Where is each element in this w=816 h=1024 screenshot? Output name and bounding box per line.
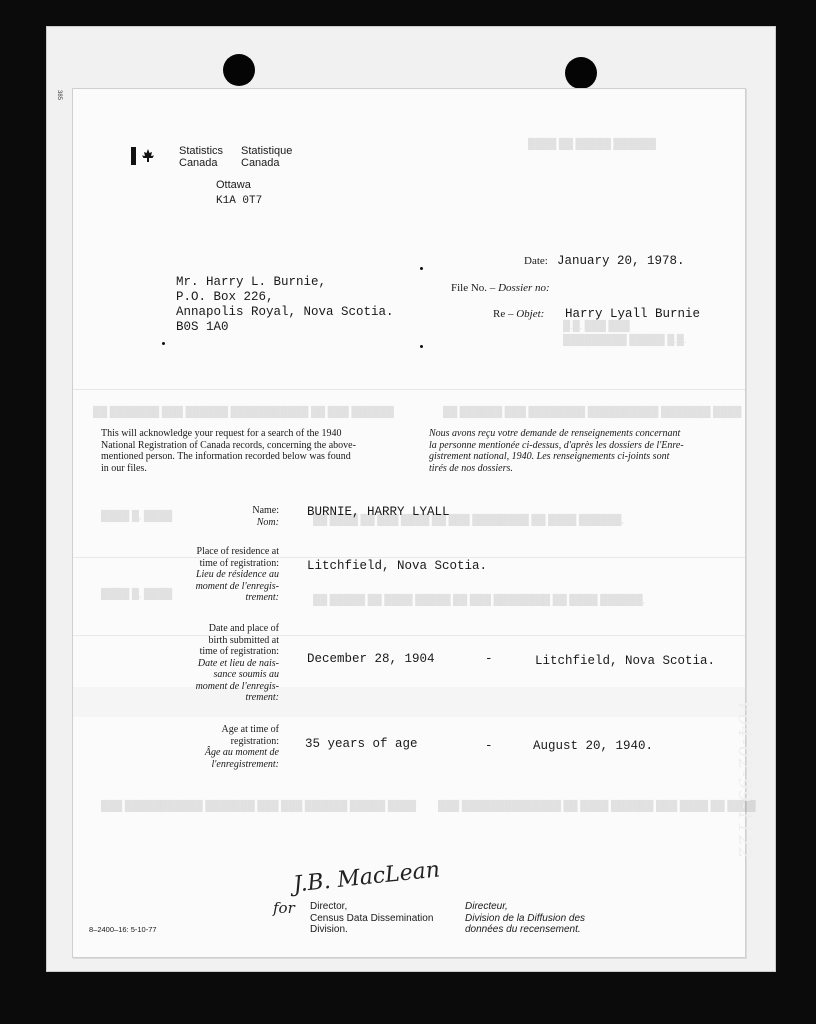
showthrough-text: ███ ███████████ ███████ ███ ███ ██████ █████ ████ bbox=[101, 801, 417, 812]
residence-label-en: Place of residence at bbox=[196, 546, 279, 557]
recipient-line3: Annapolis Royal, Nova Scotia. bbox=[176, 305, 394, 319]
intro-en-line: in our files. bbox=[101, 462, 147, 474]
birth-label-en: time of registration: bbox=[199, 646, 279, 657]
agency-name-en-line1: Statistics bbox=[179, 145, 224, 157]
agency-name-fr-line1: Statistique bbox=[241, 145, 293, 157]
agency-name-fr-line2: Canada bbox=[241, 157, 280, 169]
showthrough-rule bbox=[73, 635, 745, 636]
showthrough-text: ██ ███████ ███ ██████ ███████████ ██ ███ ██████ bbox=[93, 407, 394, 418]
name-label bbox=[252, 505, 279, 528]
re-label-fr: Objet: bbox=[516, 308, 545, 320]
recipient-line1: Mr. Harry L. Burnie, bbox=[176, 275, 327, 289]
name-label-en: Name: bbox=[252, 505, 279, 516]
intro-fr-line: Nous avons reçu votre demande de renseignements concernant bbox=[429, 428, 681, 439]
showthrough-text: █████████ █████ █.█. bbox=[563, 335, 687, 346]
canada-flag-icon bbox=[131, 147, 161, 165]
birth-label bbox=[196, 623, 279, 704]
punch-hole-right bbox=[565, 57, 597, 89]
age-label-en: registration: bbox=[230, 735, 279, 747]
director-title-en bbox=[310, 901, 433, 936]
age-dash: - bbox=[485, 739, 493, 753]
intro-en-line: National Registration of Canada records, concerning the above- bbox=[101, 439, 356, 451]
agency-name-en-line2: Canada bbox=[179, 157, 218, 169]
signature-per-mark: for bbox=[273, 899, 295, 917]
director-title-fr-line: Division de la Diffusion des bbox=[465, 912, 586, 924]
residence-label-fr: Lieu de résidence au bbox=[195, 569, 279, 580]
residence-label-fr: moment de l'enregis- bbox=[195, 580, 279, 592]
margin-reference-handwriting: V04-02-99-1122 bbox=[734, 700, 755, 860]
window-corner-mark bbox=[420, 267, 423, 270]
showthrough-text: ███ ██████████████ ██ ████ ██████ ███ ████ ██ ████ bbox=[438, 801, 756, 812]
name-value: BURNIE, HARRY LYALL bbox=[307, 505, 450, 519]
birth-label-fr: sance soumis au bbox=[213, 669, 279, 680]
birth-label-fr: Date et lieu de nais- bbox=[197, 657, 279, 669]
window-corner-mark bbox=[420, 345, 423, 348]
director-title-fr-line: Directeur, bbox=[465, 901, 508, 912]
birth-place-value: Litchfield, Nova Scotia. bbox=[535, 654, 716, 668]
showthrough-text: ████ █, ████ bbox=[101, 589, 173, 600]
form-number: 8–2400–16: 5-10-77 bbox=[89, 925, 157, 934]
recipient-line2: P.O. Box 226, bbox=[176, 290, 274, 304]
birth-label-fr: trement: bbox=[245, 692, 279, 703]
showthrough-text: ████ █, ████ bbox=[101, 511, 173, 522]
birth-label-fr: moment de l'enregis- bbox=[195, 680, 279, 692]
date-label: Date: bbox=[524, 255, 548, 267]
re-value: Harry Lyall Burnie bbox=[565, 307, 701, 321]
agency-city: Ottawa bbox=[216, 179, 251, 191]
age-label bbox=[205, 724, 279, 770]
director-title-en-line: Director, bbox=[310, 901, 348, 912]
residence-label-fr: trement: bbox=[245, 592, 279, 603]
showthrough-text: ██ ██████ ███ ████████ ██████████ ███████ ████ bbox=[443, 407, 742, 418]
punch-hole-left bbox=[223, 54, 255, 86]
agency-name-fr bbox=[241, 145, 292, 169]
birth-dash: - bbox=[485, 652, 493, 666]
age-value: 35 years of age bbox=[305, 737, 418, 751]
re-label-en: Re – bbox=[493, 308, 514, 320]
intro-fr-line: la personne mentionée ci-dessus, d'après les dossiers de l'Enre- bbox=[429, 439, 684, 451]
residence-label-en: time of registration: bbox=[199, 557, 279, 569]
band-shade bbox=[73, 687, 745, 717]
showthrough-text: ██ █████ ██ ████ █████ ██ ███ ████████ ██ ████ ██████, bbox=[313, 595, 646, 606]
recipient-line4: B0S 1A0 bbox=[176, 320, 229, 334]
director-title-en-line: Census Data Dissemination bbox=[310, 912, 434, 924]
director-title-en-line: Division. bbox=[310, 924, 348, 935]
showthrough-text: ████ ██ █████ ██████ bbox=[528, 139, 656, 150]
intro-fr-line: gistrement national, 1940. Les renseignements ci-joints sont bbox=[429, 451, 670, 462]
director-title-fr-line: données du recensement. bbox=[465, 924, 581, 935]
intro-en-line: This will acknowledge your request for a search of the 1940 bbox=[101, 428, 342, 439]
intro-fr bbox=[429, 428, 684, 474]
agency-name-en bbox=[179, 145, 223, 169]
birth-label-en: Date and place of bbox=[208, 623, 279, 634]
agency-postal-code: K1A 0T7 bbox=[216, 195, 263, 207]
birth-date-value: December 28, 1904 bbox=[307, 652, 435, 666]
letter-sheet bbox=[72, 88, 756, 958]
window-corner-mark bbox=[162, 342, 165, 345]
edge-mark: 385 bbox=[56, 90, 62, 101]
file-no-label bbox=[451, 282, 550, 294]
birth-label-en: birth submitted at bbox=[208, 634, 279, 646]
file-no-label-fr: Dossier no: bbox=[498, 282, 550, 294]
age-date-value: August 20, 1940. bbox=[533, 739, 654, 753]
showthrough-rule bbox=[73, 557, 745, 558]
residence-label bbox=[196, 546, 279, 604]
age-label-fr: l'enregistrement: bbox=[211, 758, 279, 770]
age-label-fr: Âge au moment de bbox=[204, 747, 279, 758]
band-line bbox=[73, 389, 745, 390]
residence-value: Litchfield, Nova Scotia. bbox=[307, 559, 488, 573]
age-label-en: Age at time of bbox=[221, 724, 279, 735]
intro-fr-line: tirés de nos dossiers. bbox=[429, 462, 513, 474]
showthrough-text: █.█. ███ ███ bbox=[563, 321, 630, 332]
intro-en bbox=[101, 428, 356, 474]
re-label bbox=[493, 308, 544, 320]
signature-handwriting: J.B. MacLean bbox=[292, 857, 442, 898]
showthrough-text: ██ ████ ██ ███ ████ ██ ███ ████████ ██ ████ ██████, bbox=[313, 515, 624, 526]
recipient-address bbox=[176, 275, 394, 335]
intro-en-line: mentioned person. The information recorded below was found bbox=[101, 451, 351, 462]
date-value: January 20, 1978. bbox=[557, 254, 685, 268]
file-no-label-en: File No. – bbox=[451, 282, 496, 294]
director-title-fr bbox=[465, 901, 585, 936]
name-label-fr: Nom: bbox=[256, 516, 279, 528]
